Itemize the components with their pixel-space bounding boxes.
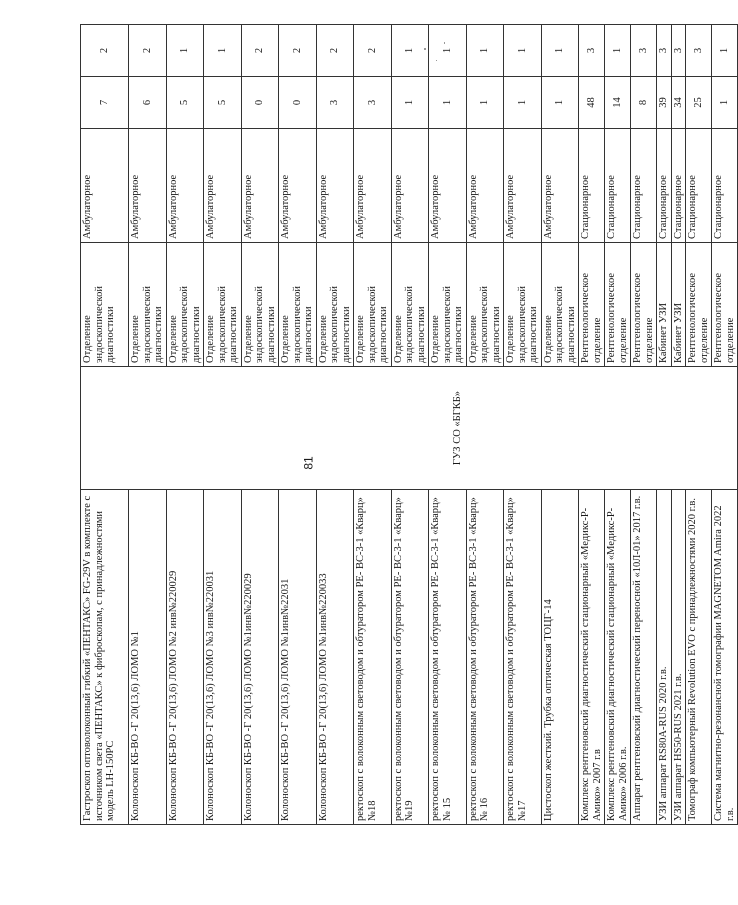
department-cell: Рентгенологическое отделение	[631, 243, 657, 367]
equipment-name-cell: ректоскоп с волоконным световодом и обтуратором РЕ- ВС-3-1 «Кварц» № 15	[429, 490, 467, 825]
equipment-name-cell: ректоскоп с волоконным световодом и обтуратором РЕ- ВС-3-1 «Кварц» №17	[504, 490, 542, 825]
service-type-cell: Стационарное	[686, 129, 712, 243]
count-cell: 1	[466, 77, 504, 129]
equipment-name-cell: Цистоскоп жесткий. Трубка оптическая ТОЦГ-14	[541, 490, 579, 825]
service-type-cell: Амбулаторное	[129, 129, 167, 243]
quantity-cell: 3	[579, 25, 605, 77]
quantity-cell: 1	[166, 25, 204, 77]
quantity-cell: 2	[279, 25, 317, 77]
count-cell: 48	[579, 77, 605, 129]
quantity-cell: 2	[316, 25, 354, 77]
count-cell: 5	[204, 77, 242, 129]
service-type-cell: Стационарное	[631, 129, 657, 243]
department-cell: Отделение эндоскопической диагностики	[391, 243, 429, 367]
equipment-name-cell: Томограф компьютерный Revolution EVO с принадлежностями 2020 г.в.	[686, 490, 712, 825]
count-cell: 14	[605, 77, 631, 129]
quantity-cell: 1	[391, 25, 429, 77]
service-type-cell: Амбулаторное	[279, 129, 317, 243]
service-type-cell: Амбулаторное	[166, 129, 204, 243]
department-cell: Отделение эндоскопической диагностики	[129, 243, 167, 367]
count-cell: 3	[316, 77, 354, 129]
service-type-cell: Амбулаторное	[316, 129, 354, 243]
equipment-name-cell: УЗИ аппарат RS80A-RUS 2020 г.в.	[657, 490, 672, 825]
count-cell: 1	[429, 77, 467, 129]
equipment-name-cell: ректоскоп с волоконным световодом и обтуратором РЕ- ВС-3-1 «Кварц» № 16	[466, 490, 504, 825]
equipment-table-body	[81, 25, 738, 825]
service-type-cell: Амбулаторное	[204, 129, 242, 243]
organization-cell	[81, 367, 738, 490]
department-cell: Отделение эндоскопической диагностики	[241, 243, 279, 367]
department-cell: Рентгенологическое отделение	[712, 243, 738, 367]
quantity-cell: 3	[671, 25, 686, 77]
quantity-cell: 3	[631, 25, 657, 77]
count-cell: 1	[504, 77, 542, 129]
equipment-name-cell: Система магнитно-резонансной томографии MAGNETOM Amira 2022 г.в.	[712, 490, 738, 825]
table-row	[81, 25, 129, 825]
equipment-name-cell: Комплекс рентгеновский диагностический стационарный «Медикс-Р-Амико» 2007 г.в	[579, 490, 605, 825]
equipment-name-cell: Колоноскоп КБ-ВО -Г 20(13,6) ЛОМО №1инв№220029	[241, 490, 279, 825]
equipment-name-cell: УЗИ аппарат HS50-RUS 2021 г.в.	[671, 490, 686, 825]
service-type-cell: Стационарное	[657, 129, 672, 243]
count-cell: 1	[391, 77, 429, 129]
equipment-name-cell: Колоноскоп КБ-ВО -Г 20(13,6) ЛОМО №2 инв№220029	[166, 490, 204, 825]
service-type-cell: Стационарное	[605, 129, 631, 243]
service-type-cell: Амбулаторное	[81, 129, 129, 243]
department-cell: Отделение эндоскопической диагностики	[429, 243, 467, 367]
service-type-cell: Стационарное	[671, 129, 686, 243]
service-type-cell: Амбулаторное	[391, 129, 429, 243]
organization-name: ГУЗ СО «БГКБ»	[452, 390, 463, 466]
service-type-cell: Амбулаторное	[429, 129, 467, 243]
quantity-cell: 1	[712, 25, 738, 77]
equipment-name-cell: Гастроскоп оптоволоконный гибкий «ПЕНТАКС» FG-29V в комплекте с источником света «ПЕНТАКС» к фиброскопам, с принадлежностями модель LH-150PC	[81, 490, 129, 825]
scan-speck	[424, 48, 426, 50]
quantity-cell: 1	[504, 25, 542, 77]
quantity-cell: 1	[605, 25, 631, 77]
equipment-name-cell: Колоноскоп КБ-ВО -Г 20(13,6) ЛОМО №3 инв№220031	[204, 490, 242, 825]
equipment-name-cell: ректоскоп с волоконным световодом и обтуратором РЕ- ВС-3-1 «Кварц» №19	[391, 490, 429, 825]
equipment-name-cell: Колоноскоп КБ-ВО -Г 20(13,6) ЛОМО №1инв№22031	[279, 490, 317, 825]
department-cell: Отделение эндоскопической диагностики	[541, 243, 579, 367]
count-cell: 1	[712, 77, 738, 129]
equipment-table	[80, 24, 738, 825]
quantity-cell: 2	[81, 25, 129, 77]
service-type-cell: Амбулаторное	[354, 129, 392, 243]
department-cell: Отделение эндоскопической диагностики	[204, 243, 242, 367]
count-cell: 5	[166, 77, 204, 129]
department-cell: Рентгенологическое отделение	[579, 243, 605, 367]
quantity-cell: 3	[657, 25, 672, 77]
department-cell: Отделение эндоскопической диагностики	[316, 243, 354, 367]
service-type-cell: Стационарное	[712, 129, 738, 243]
service-type-cell: Амбулаторное	[541, 129, 579, 243]
department-cell: Кабинет УЗИ	[657, 243, 672, 367]
department-cell: Отделение эндоскопической диагностики	[166, 243, 204, 367]
rotated-page	[80, 25, 736, 825]
count-cell: 8	[631, 77, 657, 129]
count-cell: 3	[354, 77, 392, 129]
quantity-cell: 1	[541, 25, 579, 77]
count-cell: 0	[241, 77, 279, 129]
count-cell: 25	[686, 77, 712, 129]
equipment-name-cell: Аппарат рентгеновский диагностический переносной «10Л-01» 2017 г.в.	[631, 490, 657, 825]
count-cell: 0	[279, 77, 317, 129]
quantity-cell: 3	[686, 25, 712, 77]
department-cell: Рентгенологическое отделение	[686, 243, 712, 367]
scan-speck	[444, 42, 445, 44]
service-type-cell: Амбулаторное	[504, 129, 542, 243]
department-cell: Кабинет УЗИ	[671, 243, 686, 367]
department-cell: Отделение эндоскопической диагностики	[279, 243, 317, 367]
service-type-cell: Стационарное	[579, 129, 605, 243]
department-cell: Отделение эндоскопической диагностики	[466, 243, 504, 367]
department-cell: Отделение эндоскопической диагностики	[354, 243, 392, 367]
service-type-cell: Амбулаторное	[241, 129, 279, 243]
equipment-name-cell: ректоскоп с волоконным световодом и обтуратором РЕ- ВС-3-1 «Кварц» №18	[354, 490, 392, 825]
equipment-name-cell: Комплекс рентгеновский диагностический стационарный «Медикс-Р-Амико» 2006 г.в.	[605, 490, 631, 825]
department-cell: Рентгенологическое отделение	[605, 243, 631, 367]
equipment-name-cell: Колоноскоп КБ-ВО -Г 20(13,6) ЛОМО №1	[129, 490, 167, 825]
scan-speck	[436, 60, 437, 61]
count-cell: 34	[671, 77, 686, 129]
service-type-cell: Амбулаторное	[466, 129, 504, 243]
quantity-cell: 1	[466, 25, 504, 77]
count-cell: 1	[541, 77, 579, 129]
quantity-cell: 2	[241, 25, 279, 77]
count-cell: 39	[657, 77, 672, 129]
count-cell: 6	[129, 77, 167, 129]
quantity-cell: 2	[129, 25, 167, 77]
page-number: 81	[301, 456, 316, 470]
quantity-cell: 1	[429, 25, 467, 77]
count-cell: 7	[81, 77, 129, 129]
quantity-cell: 1	[204, 25, 242, 77]
department-cell: Отделение эндоскопической диагностики	[504, 243, 542, 367]
quantity-cell: 2	[354, 25, 392, 77]
department-cell: Отделение эндоскопической диагностики	[81, 243, 129, 367]
equipment-name-cell: Колоноскоп КБ-ВО -Г 20(13,6) ЛОМО №1инв№220033	[316, 490, 354, 825]
